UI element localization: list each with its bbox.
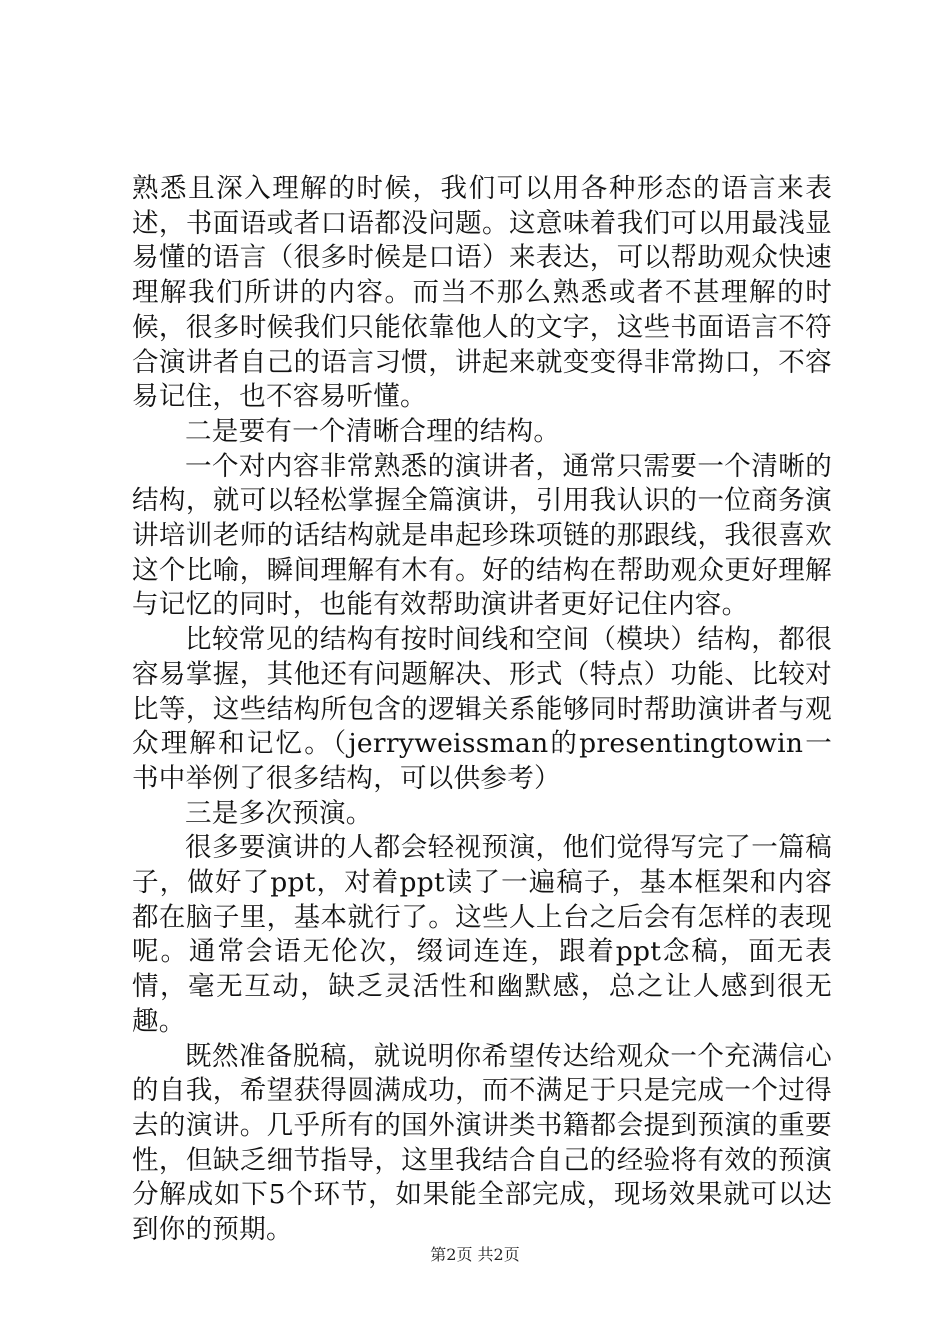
- paragraph-continuation: 熟悉且深入理解的时候，我们可以用各种形态的语言来表述，书面语或者口语都没问题。这意味着我们可以用最浅显易懂的语言（很多时候是口语）来表达，可以帮助观众快速理解我们所讲的内容。而当不那么熟悉或者不甚理解的时候，很多时候我们只能依靠他人的文字，这些书面语言不符合演讲者自己的语言习惯，讲起来就变变得非常拗口，不容易记住，也不容易听懂。: [132, 173, 832, 413]
- paragraph-structure-intro: 一个对内容非常熟悉的演讲者，通常只需要一个清晰的结构，就可以轻松掌握全篇演讲，引用我认识的一位商务演讲培训老师的话结构就是串起珍珠项链的那跟线，我很喜欢这个比喻，瞬间理解有木有。好的结构在帮助观众更好理解与记忆的同时，也能有效帮助演讲者更好记住内容。: [132, 450, 832, 621]
- document-body: [132, 172, 832, 1248]
- section-heading-structure: 二是要有一个清晰合理的结构。: [185, 415, 561, 447]
- section-heading-rehearsal: 三是多次预演。: [185, 797, 373, 829]
- page-footer: 第2页 共2页: [430, 1245, 520, 1264]
- paragraph-rehearsal-steps: 既然准备脱稿，就说明你希望传达给观众一个充满信心的自我，希望获得圆满成功，而不满足于只是完成一个过得去的演讲。几乎所有的国外演讲类书籍都会提到预演的重要性，但缺乏细节指导，这里我结合自己的经验将有效的预演分解成如下5个环节，如果能全部完成，现场效果就可以达到你的预期。: [132, 1040, 832, 1246]
- paragraph-rehearsal-neglect: 很多要演讲的人都会轻视预演，他们觉得写完了一篇稿子，做好了ppt，对着ppt读了一遍稿子，基本框架和内容都在脑子里，基本就行了。这些人上台之后会有怎样的表现呢。通常会语无伦次，缀词连连，跟着ppt念稿，面无表情，毫无互动，缺乏灵活性和幽默感，总之让人感到很无趣。: [132, 832, 832, 1037]
- paragraph-common-structures: 比较常见的结构有按时间线和空间（模块）结构，都很容易掌握，其他还有问题解决、形式（特点）功能、比较对比等，这些结构所包含的逻辑关系能够同时帮助演讲者与观众理解和记忆。（jerryweissman的presentingtowin一书中举例了很多结构，可以供参考）: [132, 624, 832, 794]
